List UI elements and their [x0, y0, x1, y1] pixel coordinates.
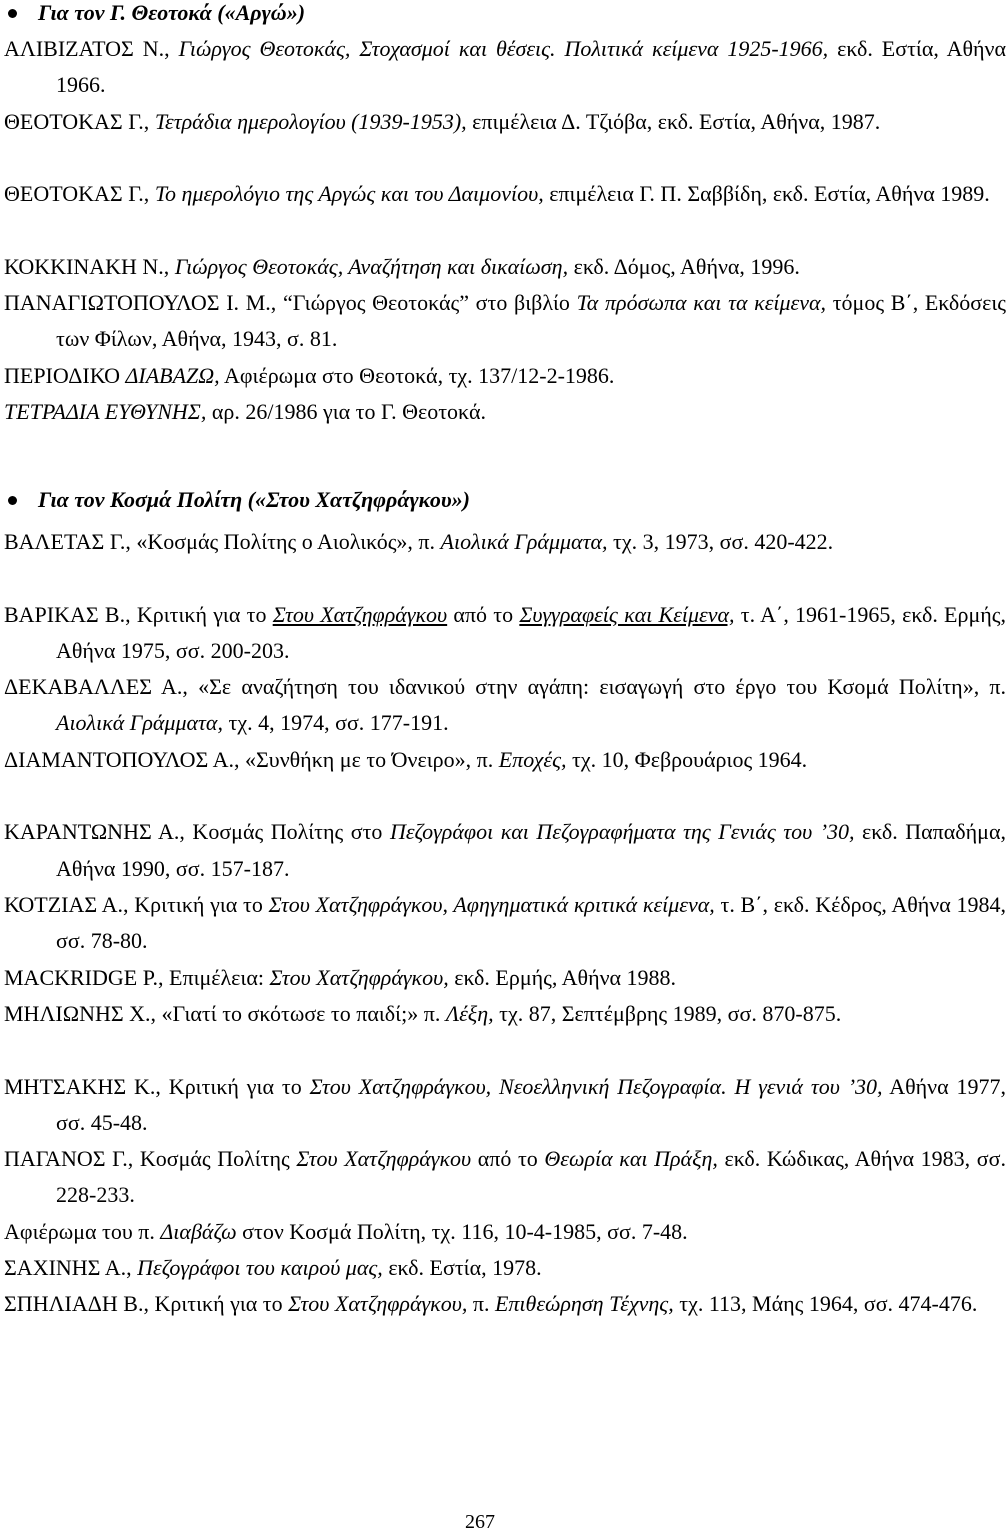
entry-text: Τα πρόσωπα και τα κείμενα, — [576, 290, 827, 316]
entry-text: Στου Χατζηφράγκου, — [288, 1291, 468, 1317]
entry-text: ΒΑΡΙΚΑΣ Β., Κριτική για το — [4, 601, 273, 627]
entry-text: ΣΠΗΛΙΑΔΗ Β., Κριτική για το — [4, 1291, 289, 1317]
entry-text: Πεζογράφοι και Πεζογραφήματα της Γενιάς του ’30, — [389, 819, 855, 845]
bibliography-entry — [4, 524, 1006, 560]
entry-text: Το ημερολόγιο της Αργώς και του Δαιμονίου, — [154, 181, 544, 207]
bibliography-entry — [4, 285, 1006, 358]
bibliography-entry — [4, 394, 1006, 430]
entry-text: ΠΕΡΙΟΔΙΚΟ — [4, 362, 126, 388]
entry-text: ΚΑΡΑΝΤΩΝΗΣ Α., Κοσμάς Πολίτης στο — [4, 819, 390, 845]
bibliography-entry — [4, 814, 1006, 887]
entry-text: τχ. 4, 1974, σσ. 177-191. — [222, 710, 449, 736]
entry-text: Διαβάζω — [160, 1218, 237, 1244]
entry-text: Αθήνα 1977, σσ. 45-48. — [56, 1073, 1006, 1135]
entry-text: ΚΟΚΚΙΝΑΚΗ Ν., — [4, 253, 175, 279]
entry-text: εκδ. Ερμής, Αθήνα 1988. — [448, 964, 677, 990]
entry-text: εκδ. Παπαδήμα, Αθήνα 1990, σσ. 157-187. — [56, 819, 1006, 881]
entry-text: τ. Β΄, εκδ. Κέδρος, Αθήνα 1984, σσ. 78-80. — [56, 892, 1006, 954]
entry-text: Θεωρία και Πράξη, — [544, 1146, 718, 1172]
entry-text: MACKRIDGE P., Επιμέλεια: — [4, 964, 270, 990]
bibliography-entry — [4, 1069, 1006, 1142]
entry-text: Στου Χατζηφράγκου — [272, 601, 448, 627]
bibliography-entry — [4, 249, 1006, 285]
entry-text: Τετράδια ημερολογίου (1939-1953), — [154, 108, 467, 134]
entry-text: ΤΕΤΡΑΔΙΑ ΕΥΘΥΝΗΣ, — [4, 399, 207, 424]
bibliography-entry — [4, 31, 1006, 104]
entry-text: επιμέλεια Δ. Τζιόβα, εκδ. Εστία, Αθήνα, 1987. — [466, 108, 881, 134]
entry-text: ΔΙΑΜΑΝΤΟΠΟΥΛΟΣ Α., «Συνθήκη με το Όνειρο», π. — [4, 746, 499, 772]
entry-text: π. — [467, 1291, 495, 1317]
entry-text: ΘΕΟΤΟΚΑΣ Γ., — [4, 181, 155, 207]
entry-text: τχ. 87, Σεπτέμβρης 1989, σσ. 870-875. — [493, 1000, 842, 1026]
entry-text: Στου Χατζηφράγκου, — [269, 964, 449, 990]
entry-text: τόμος Β΄, Εκδόσεις των Φίλων, Αθήνα, 1943, σ. 81. — [56, 290, 1006, 352]
entry-text: Εποχές, — [498, 746, 567, 772]
entry-text: Στου Χατζηφράγκου, Αφηγηματικά κριτικά κείμενα, — [268, 892, 715, 917]
entry-text: ΚΟΤΖΙΑΣ Α., Κριτική για το — [4, 892, 269, 917]
entry-text: ΣΑΧΙΝΗΣ Α., — [4, 1255, 138, 1280]
entry-text: ΑΛΙΒΙΖΑΤΟΣ Ν., — [4, 36, 179, 61]
entry-text: Συγγραφείς και Κείμενα, — [519, 601, 735, 627]
section-2-bullet — [8, 496, 17, 505]
bibliography-entry — [4, 1250, 1006, 1286]
bibliography-entry — [4, 1141, 1006, 1214]
entry-text: Επιθεώρηση Τέχνης, — [494, 1291, 674, 1317]
entry-text: ΘΕΟΤΟΚΑΣ Γ., — [4, 108, 155, 134]
entry-text: Λέξη, — [445, 1000, 494, 1026]
entry-text: επιμέλεια Γ. Π. Σαββίδη, εκδ. Εστία, Αθήνα 1989. — [543, 181, 990, 207]
bibliography-entry — [4, 996, 1006, 1032]
entry-text: εκδ. Δόμος, Αθήνα, 1996. — [568, 253, 800, 279]
entry-text: Αφιέρωμα στο Θεοτοκά, τχ. 137/12-2-1986. — [219, 362, 615, 388]
entry-text: τχ. 3, 1973, σσ. 420-422. — [607, 529, 834, 554]
bibliography-entry — [4, 960, 1006, 996]
entry-text: ΒΑΛΕΤΑΣ Γ., «Κοσμάς Πολίτης ο Αιολικός», π. — [4, 529, 441, 554]
entry-text: εκδ. Κώδικας, Αθήνα 1983, σσ. 228-233. — [56, 1146, 1006, 1208]
bibliography-entry — [4, 1214, 1006, 1250]
entry-text: εκδ. Εστία, 1978. — [382, 1255, 542, 1280]
bibliography-entry — [4, 669, 1006, 742]
bibliography-entry — [4, 597, 1006, 670]
section-1-title: Για τον Γ. Θεοτοκά («Αργώ») — [38, 0, 306, 25]
entry-text: ΔΙΑΒΑΖΩ, — [125, 362, 220, 388]
entry-text: από το — [471, 1146, 545, 1172]
entry-text: Γιώργος Θεοτοκάς, Στοχασμοί και θέσεις. Πολιτικά κείμενα 1925-1966, — [178, 36, 829, 61]
bibliography-entry — [4, 104, 1006, 140]
section-2-title: Για τον Κοσμά Πολίτη («Στου Χατζηφράγκου») — [38, 487, 471, 512]
entry-text: εκδ. Εστία, Αθήνα 1966. — [56, 36, 1006, 98]
bibliography-entry — [4, 887, 1006, 960]
entry-text: τχ. 113, Μάης 1964, σσ. 474-476. — [673, 1291, 978, 1317]
bibliography-entry — [4, 176, 1006, 212]
section-1-bullet — [8, 9, 17, 18]
entry-text: Αιολικά Γράμματα, — [56, 710, 223, 736]
entry-text: τχ. 10, Φεβρουάριος 1964. — [566, 746, 808, 772]
page-number: 267 — [465, 1511, 495, 1533]
bibliography-entry — [4, 1286, 1006, 1322]
entry-text: τ. Α΄, 1961-1965, εκδ. Ερμής, Αθήνα 1975, σσ. 200-203. — [56, 601, 1006, 663]
entry-text: αρ. 26/1986 για το Γ. Θεοτοκά. — [206, 399, 486, 424]
entry-text: Στου Χατζηφράγκου — [296, 1146, 472, 1172]
bibliography-entry — [4, 742, 1006, 778]
entry-text: Αιολικά Γράμματα, — [440, 529, 608, 554]
entry-text: Γιώργος Θεοτοκάς, Αναζήτηση και δικαίωση, — [174, 253, 569, 279]
entry-text: στον Κοσμά Πολίτη, τχ. 116, 10-4-1985, σσ. 7-48. — [236, 1218, 688, 1244]
entry-text: Αφιέρωμα του π. — [4, 1218, 161, 1244]
entry-text: ΜΗΤΣΑΚΗΣ Κ., Κριτική για το — [4, 1073, 310, 1099]
entry-text: ΠΑΝΑΓΙΩΤΟΠΟΥΛΟΣ Ι. Μ., “Γιώργος Θεοτοκάς” στο βιβλίο — [4, 290, 577, 316]
entry-text: ΔΕΚΑΒΑΛΛΕΣ Α., «Σε αναζήτηση του ιδανικού στην αγάπη: εισαγωγή στο έργο του Κσομά Πολίτη», π. — [4, 674, 1006, 700]
bibliography-entry — [4, 358, 1006, 394]
entry-text: ΠΑΓΑΝΟΣ Γ., Κοσμάς Πολίτης — [4, 1146, 297, 1172]
entry-text: Πεζογράφοι του καιρού μας, — [137, 1255, 383, 1280]
entry-text: ΜΗΛΙΩΝΗΣ Χ., «Γιατί το σκότωσε το παιδί;» π. — [4, 1000, 446, 1026]
entry-text: από το — [447, 601, 520, 627]
entry-text: Στου Χατζηφράγκου, Νεοελληνική Πεζογραφία. Η γενιά του ’30, — [309, 1073, 883, 1099]
